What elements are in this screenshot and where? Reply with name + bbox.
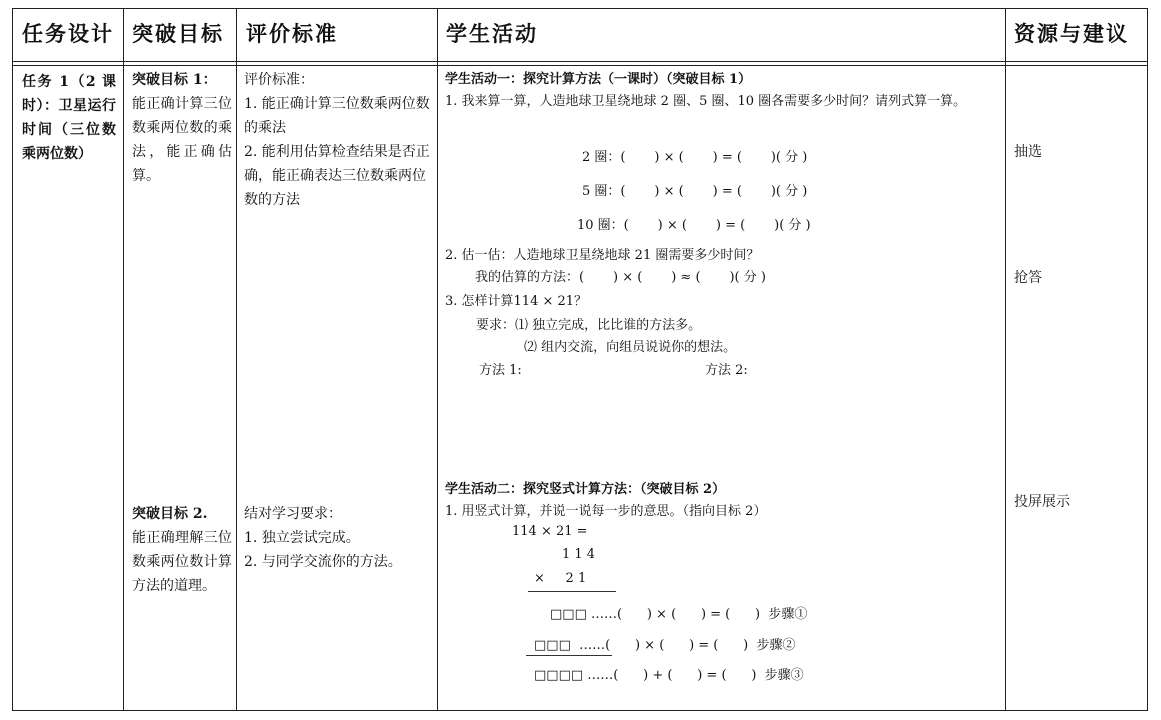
header-resources: 资源与建议: [1014, 21, 1129, 46]
method-2-label: 方法 2:: [705, 363, 748, 378]
goal-2: [132, 502, 232, 598]
criteria-2: [244, 502, 430, 574]
step-1: □□□ ……( ) × ( ) = ( ) 步骤①: [550, 607, 808, 622]
criteria-1-item-2: 2. 能利用估算检查结果是否正确，能正确表达三位数乘两位数的方法: [244, 144, 430, 208]
activity-1-title: 学生活动一：探究计算方法（一课时）（突破目标 1）: [445, 72, 752, 87]
activity-1-question-1: 1. 我来算一算，人造地球卫星绕地球 2 圈、5 圈、10 圈各需要多少时间？请列式算一算。: [445, 94, 967, 109]
header-activity: 学生活动: [446, 21, 538, 46]
criteria-2-item-1: 1. 独立尝试完成。: [244, 530, 360, 546]
resource-quick-answer: 抢答: [1014, 270, 1042, 286]
vertical-top-number: 1 1 4: [562, 547, 596, 562]
activity-1-question-3: 3. 怎样计算114 × 21？: [445, 294, 588, 309]
goal-2-title: 突破目标 2.: [132, 506, 208, 522]
vertical-expression: 114 × 21 =: [512, 524, 588, 539]
header-task: 任务设计: [22, 21, 114, 46]
equation-5-laps: 5 圈：( ) × ( ) = ( )( 分 ): [582, 184, 808, 199]
criteria-2-item-2: 2. 与同学交流你的方法。: [244, 554, 402, 570]
vertical-multiplier: × 2 1: [534, 571, 587, 586]
vertical-underline-1: [528, 591, 616, 592]
activity-2-title: 学生活动二：探究竖式计算方法：（突破目标 2）: [445, 482, 726, 497]
goal-1-text: 能正确计算三位数乘两位数的乘法，能正确估算。: [132, 96, 232, 184]
method-1-label: 方法 1:: [479, 363, 522, 378]
requirement-1: 要求：⑴ 独立完成，比比谁的方法多。: [476, 318, 702, 333]
estimate-line: 我的估算的方法：( ) × ( ) ≈ ( )( 分 ): [475, 270, 766, 285]
activity-2-question-1: 1. 用竖式计算，并说一说每一步的意思。（指向目标 2）: [445, 504, 767, 519]
goal-1-title: 突破目标 1：: [132, 72, 217, 88]
step-2: □□□ ……( ) × ( ) = ( ) 步骤②: [534, 638, 796, 653]
header-goal: 突破目标: [132, 21, 224, 46]
header-criteria: 评价标准: [246, 21, 338, 46]
goal-1: [132, 68, 232, 188]
criteria-1-title: 评价标准：: [244, 72, 314, 88]
criteria-1: [244, 68, 430, 212]
requirement-2: ⑵ 组内交流，向组员说说你的想法。: [524, 340, 737, 355]
equation-10-laps: 10 圈：( ) × ( ) = ( )( 分 ): [577, 218, 811, 233]
step-3: □□□□ ……( ) + ( ) = ( ) 步骤③: [534, 668, 804, 683]
criteria-1-item-1: 1. 能正确计算三位数乘两位数的乘法: [244, 96, 430, 136]
criteria-2-title: 结对学习要求：: [244, 506, 342, 522]
resource-draw: 抽选: [1014, 144, 1042, 160]
resource-screen-share: 投屏展示: [1014, 494, 1070, 510]
task-title: 任务 1（2 课时）：卫星运行时间（三位数乘两位数）: [22, 74, 116, 162]
vertical-underline-2: [526, 655, 612, 656]
activity-1-question-2: 2. 估一估：人造地球卫星绕地球 21 圈需要多少时间？: [445, 248, 760, 263]
goal-2-text: 能正确理解三位数乘两位数计算方法的道理。: [132, 530, 232, 594]
equation-2-laps: 2 圈：( ) × ( ) = ( )( 分 ): [582, 150, 808, 165]
